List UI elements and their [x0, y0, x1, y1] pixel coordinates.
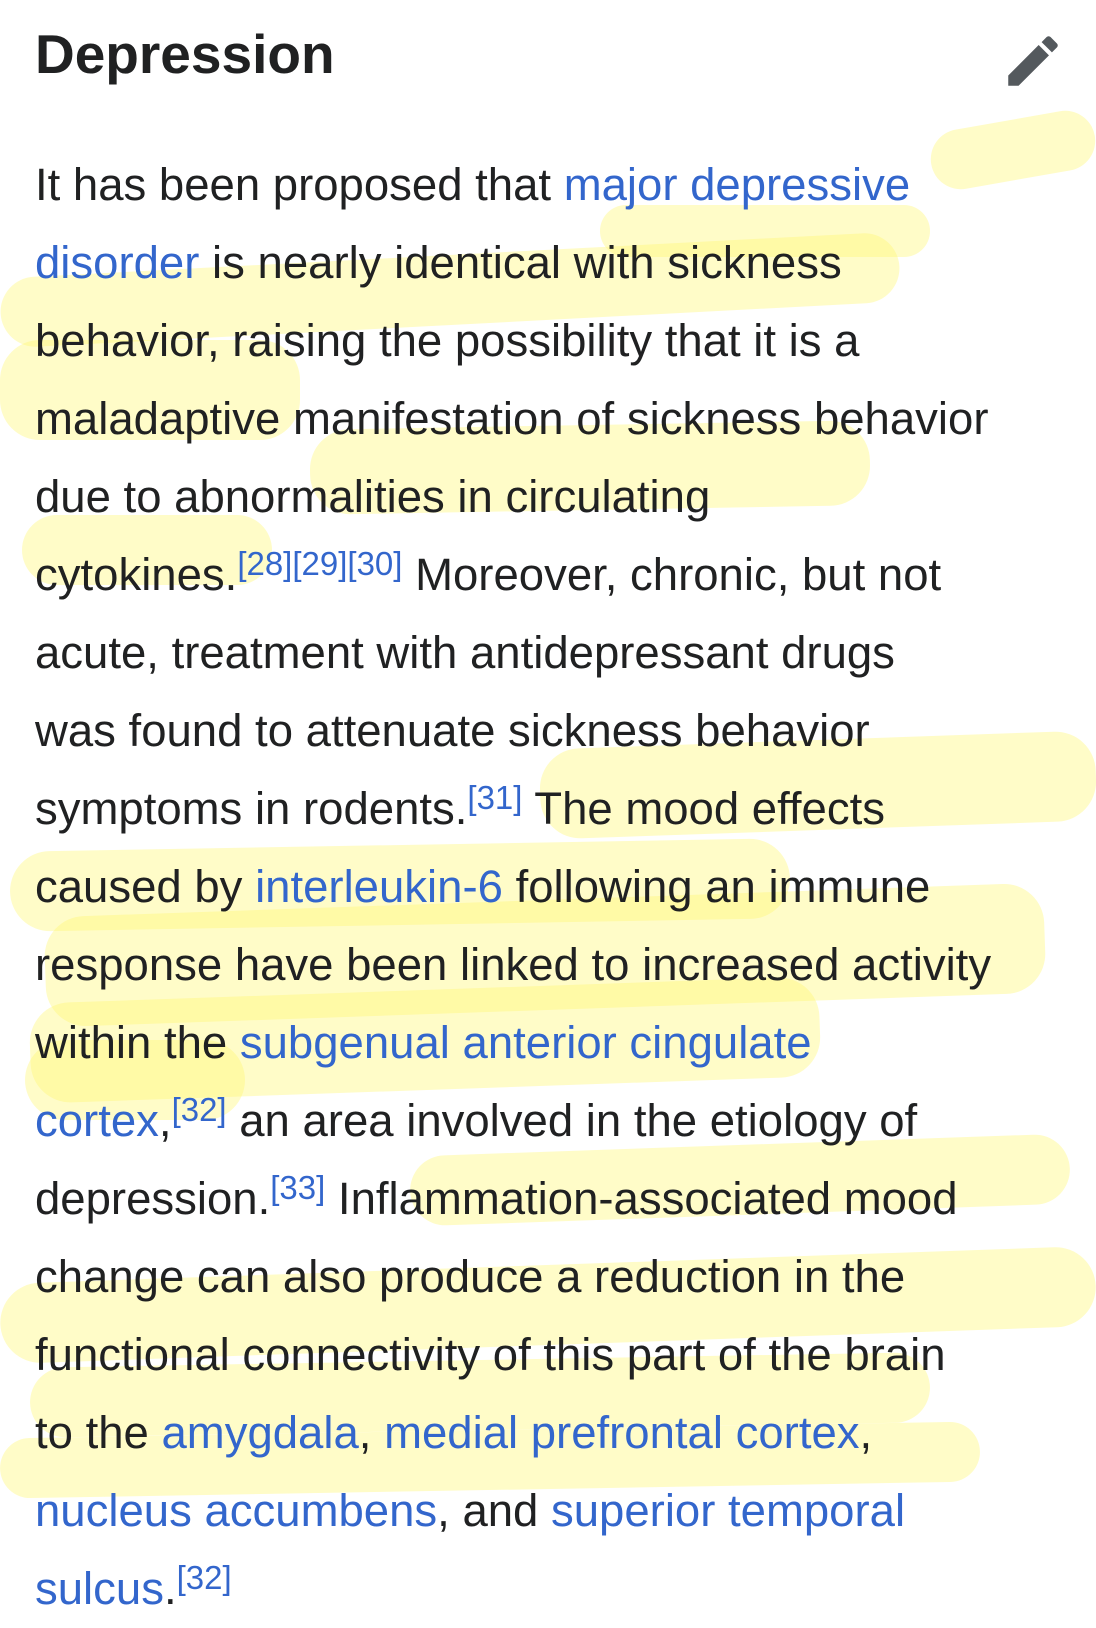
- body-text: cytokines.: [35, 549, 238, 600]
- edit-section-button[interactable]: [1000, 28, 1066, 94]
- link-subgenual-anterior-cingulate-cortex[interactable]: cortex: [35, 1095, 159, 1146]
- text-line: [35, 380, 1075, 458]
- text-line: [35, 692, 1075, 770]
- article-paragraph: [35, 146, 1075, 1628]
- body-text: an area involved in the etiology of: [226, 1095, 918, 1146]
- text-line: [35, 926, 1075, 1004]
- body-text: maladaptive manifestation of sickness behavior: [35, 393, 989, 444]
- body-text: caused by: [35, 861, 256, 912]
- citation-28[interactable]: [28]: [237, 545, 293, 582]
- body-text: is nearly identical with sickness: [199, 237, 842, 288]
- body-text: following an immune: [502, 861, 931, 912]
- text-line: [35, 1394, 1075, 1472]
- citation-33[interactable]: [33]: [270, 1169, 326, 1206]
- text-line: [35, 1004, 1075, 1082]
- body-text: ,: [158, 1095, 172, 1146]
- body-text: The mood effects: [522, 783, 885, 834]
- link-superior-temporal-sulcus[interactable]: sulcus: [35, 1563, 164, 1614]
- link-amygdala[interactable]: amygdala: [161, 1407, 359, 1458]
- citation-30[interactable]: [30]: [347, 545, 403, 582]
- body-text: within the: [35, 1017, 240, 1068]
- link-subgenual-anterior-cingulate-cortex[interactable]: subgenual anterior cingulate: [239, 1017, 812, 1068]
- citation-32[interactable]: [32]: [176, 1559, 232, 1596]
- citation-31[interactable]: [31]: [467, 779, 523, 816]
- body-text: ,: [859, 1407, 873, 1458]
- body-text: .: [163, 1563, 177, 1614]
- text-line: [35, 302, 1075, 380]
- text-line: [35, 1472, 1075, 1550]
- link-nucleus-accumbens[interactable]: nucleus accumbens: [35, 1485, 438, 1536]
- body-text: ,: [358, 1407, 385, 1458]
- body-text: to the: [35, 1407, 162, 1458]
- text-line: [35, 1316, 1075, 1394]
- text-line: [35, 1550, 1075, 1628]
- body-text: functional connectivity of this part of the brain: [35, 1329, 946, 1380]
- link-superior-temporal-sulcus[interactable]: superior temporal: [551, 1485, 906, 1536]
- text-line: [35, 458, 1075, 536]
- text-line: [35, 1238, 1075, 1316]
- body-text: symptoms in rodents.: [35, 783, 468, 834]
- link-major-depressive-disorder[interactable]: disorder: [35, 237, 200, 288]
- link-major-depressive-disorder[interactable]: major depressive: [563, 159, 911, 210]
- text-line: [35, 1082, 1075, 1160]
- text-line: [35, 770, 1075, 848]
- body-text: change can also produce a reduction in the: [35, 1251, 906, 1302]
- text-line: [35, 614, 1075, 692]
- pencil-icon: [1000, 28, 1066, 94]
- body-text: depression.: [35, 1173, 271, 1224]
- body-text: was found to attenuate sickness behavior: [35, 705, 870, 756]
- link-interleukin-6[interactable]: interleukin-6: [255, 861, 503, 912]
- text-line: [35, 224, 1075, 302]
- text-line: [35, 848, 1075, 926]
- body-text: acute, treatment with antidepressant drugs: [35, 627, 895, 678]
- section-header: [0, 0, 1096, 110]
- text-line: [35, 536, 1075, 614]
- citation-32[interactable]: [32]: [171, 1091, 227, 1128]
- citation-29[interactable]: [29]: [292, 545, 348, 582]
- link-medial-prefrontal-cortex[interactable]: medial prefrontal cortex: [384, 1407, 860, 1458]
- body-text: Inflammation-associated mood: [325, 1173, 958, 1224]
- body-text: due to abnormalities in circulating: [35, 471, 711, 522]
- body-text: It has been proposed that: [35, 159, 564, 210]
- body-text: , and: [437, 1485, 551, 1536]
- body-text: behavior, raising the possibility that it is a: [35, 315, 860, 366]
- text-line: [35, 146, 1075, 224]
- body-text: response have been linked to increased activity: [35, 939, 992, 990]
- text-line: [35, 1160, 1075, 1238]
- body-text: Moreover, chronic, but not: [402, 549, 942, 600]
- section-title: Depression: [35, 23, 335, 85]
